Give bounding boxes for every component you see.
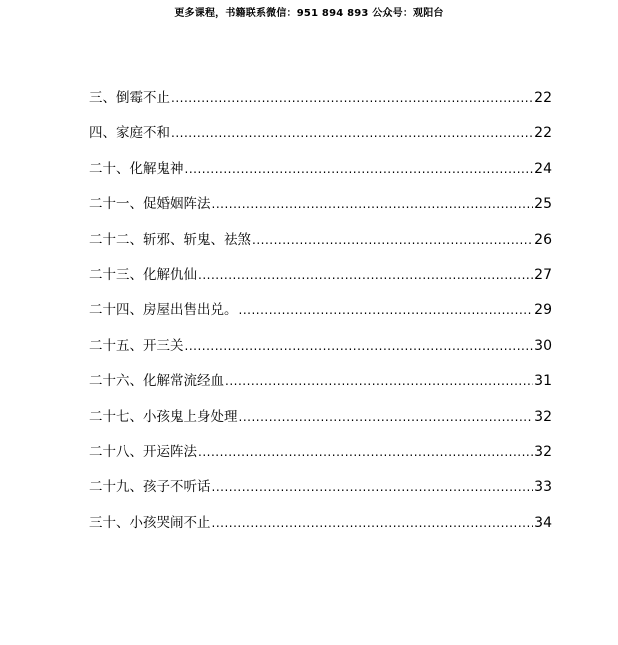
toc-entry-0[interactable] <box>89 88 552 123</box>
toc-page-number: 33 <box>534 479 552 496</box>
toc-entry-title: 二十七、小孩鬼上身处理 <box>89 408 238 425</box>
toc-entry-title: 二十五、开三关 <box>89 337 184 354</box>
toc-page-number: 24 <box>534 160 552 177</box>
toc-page-number: 26 <box>534 231 552 248</box>
toc-entry-title: 二十八、开运阵法 <box>89 443 197 460</box>
toc-page-number: 27 <box>534 266 552 283</box>
toc-page-number: 22 <box>534 125 552 142</box>
toc-entry-3[interactable] <box>89 194 552 229</box>
toc-dot-leader <box>185 336 534 356</box>
toc-entry-title: 二十六、化解常流经血 <box>89 373 224 390</box>
toc-entry-title: 二十四、房屋出售出兑。 <box>89 302 238 319</box>
table-of-contents <box>89 88 552 548</box>
toc-page-number: 32 <box>534 408 552 425</box>
toc-entry-11[interactable] <box>89 477 552 512</box>
page-header: 更多课程，书籍联系微信：951 894 893 公众号：观阳台 <box>174 8 444 19</box>
toc-entry-4[interactable] <box>89 230 552 265</box>
toc-dot-leader <box>212 513 534 533</box>
toc-dot-leader <box>171 123 533 143</box>
toc-entry-title: 二十二、斩邪、斩鬼、祛煞 <box>89 231 251 248</box>
toc-page-number: 29 <box>534 302 552 319</box>
toc-entry-5[interactable] <box>89 265 552 300</box>
toc-entry-title: 三十、小孩哭闹不止 <box>89 514 211 531</box>
toc-entry-title: 四、家庭不和 <box>89 125 170 142</box>
toc-page-number: 30 <box>534 337 552 354</box>
toc-dot-leader <box>225 371 533 391</box>
toc-entry-title: 二十九、孩子不听话 <box>89 479 211 496</box>
toc-entry-title: 二十、化解鬼神 <box>89 160 184 177</box>
toc-dot-leader <box>185 159 534 179</box>
toc-entry-title: 三、倒霉不止 <box>89 90 170 106</box>
toc-page-number: 22 <box>534 90 552 106</box>
toc-entry-1[interactable] <box>89 123 552 158</box>
toc-dot-leader <box>212 194 534 214</box>
toc-dot-leader <box>239 407 534 427</box>
toc-dot-leader <box>252 230 533 250</box>
toc-entry-7[interactable] <box>89 336 552 371</box>
toc-entry-2[interactable] <box>89 159 552 194</box>
toc-dot-leader <box>198 442 533 462</box>
toc-entry-10[interactable] <box>89 442 552 477</box>
toc-dot-leader <box>239 300 534 320</box>
toc-dot-leader <box>171 88 533 108</box>
toc-entry-12[interactable] <box>89 513 552 548</box>
toc-entry-title: 二十一、促婚姻阵法 <box>89 196 211 213</box>
toc-page-number: 32 <box>534 443 552 460</box>
toc-page-number: 34 <box>534 514 552 531</box>
toc-entry-title: 二十三、化解仇仙 <box>89 266 197 283</box>
toc-entry-6[interactable] <box>89 300 552 335</box>
toc-entry-8[interactable] <box>89 371 552 406</box>
toc-page-number: 31 <box>534 373 552 390</box>
toc-dot-leader <box>212 477 534 497</box>
toc-page-number: 25 <box>534 196 552 213</box>
toc-entry-9[interactable] <box>89 407 552 442</box>
toc-dot-leader <box>198 265 533 285</box>
